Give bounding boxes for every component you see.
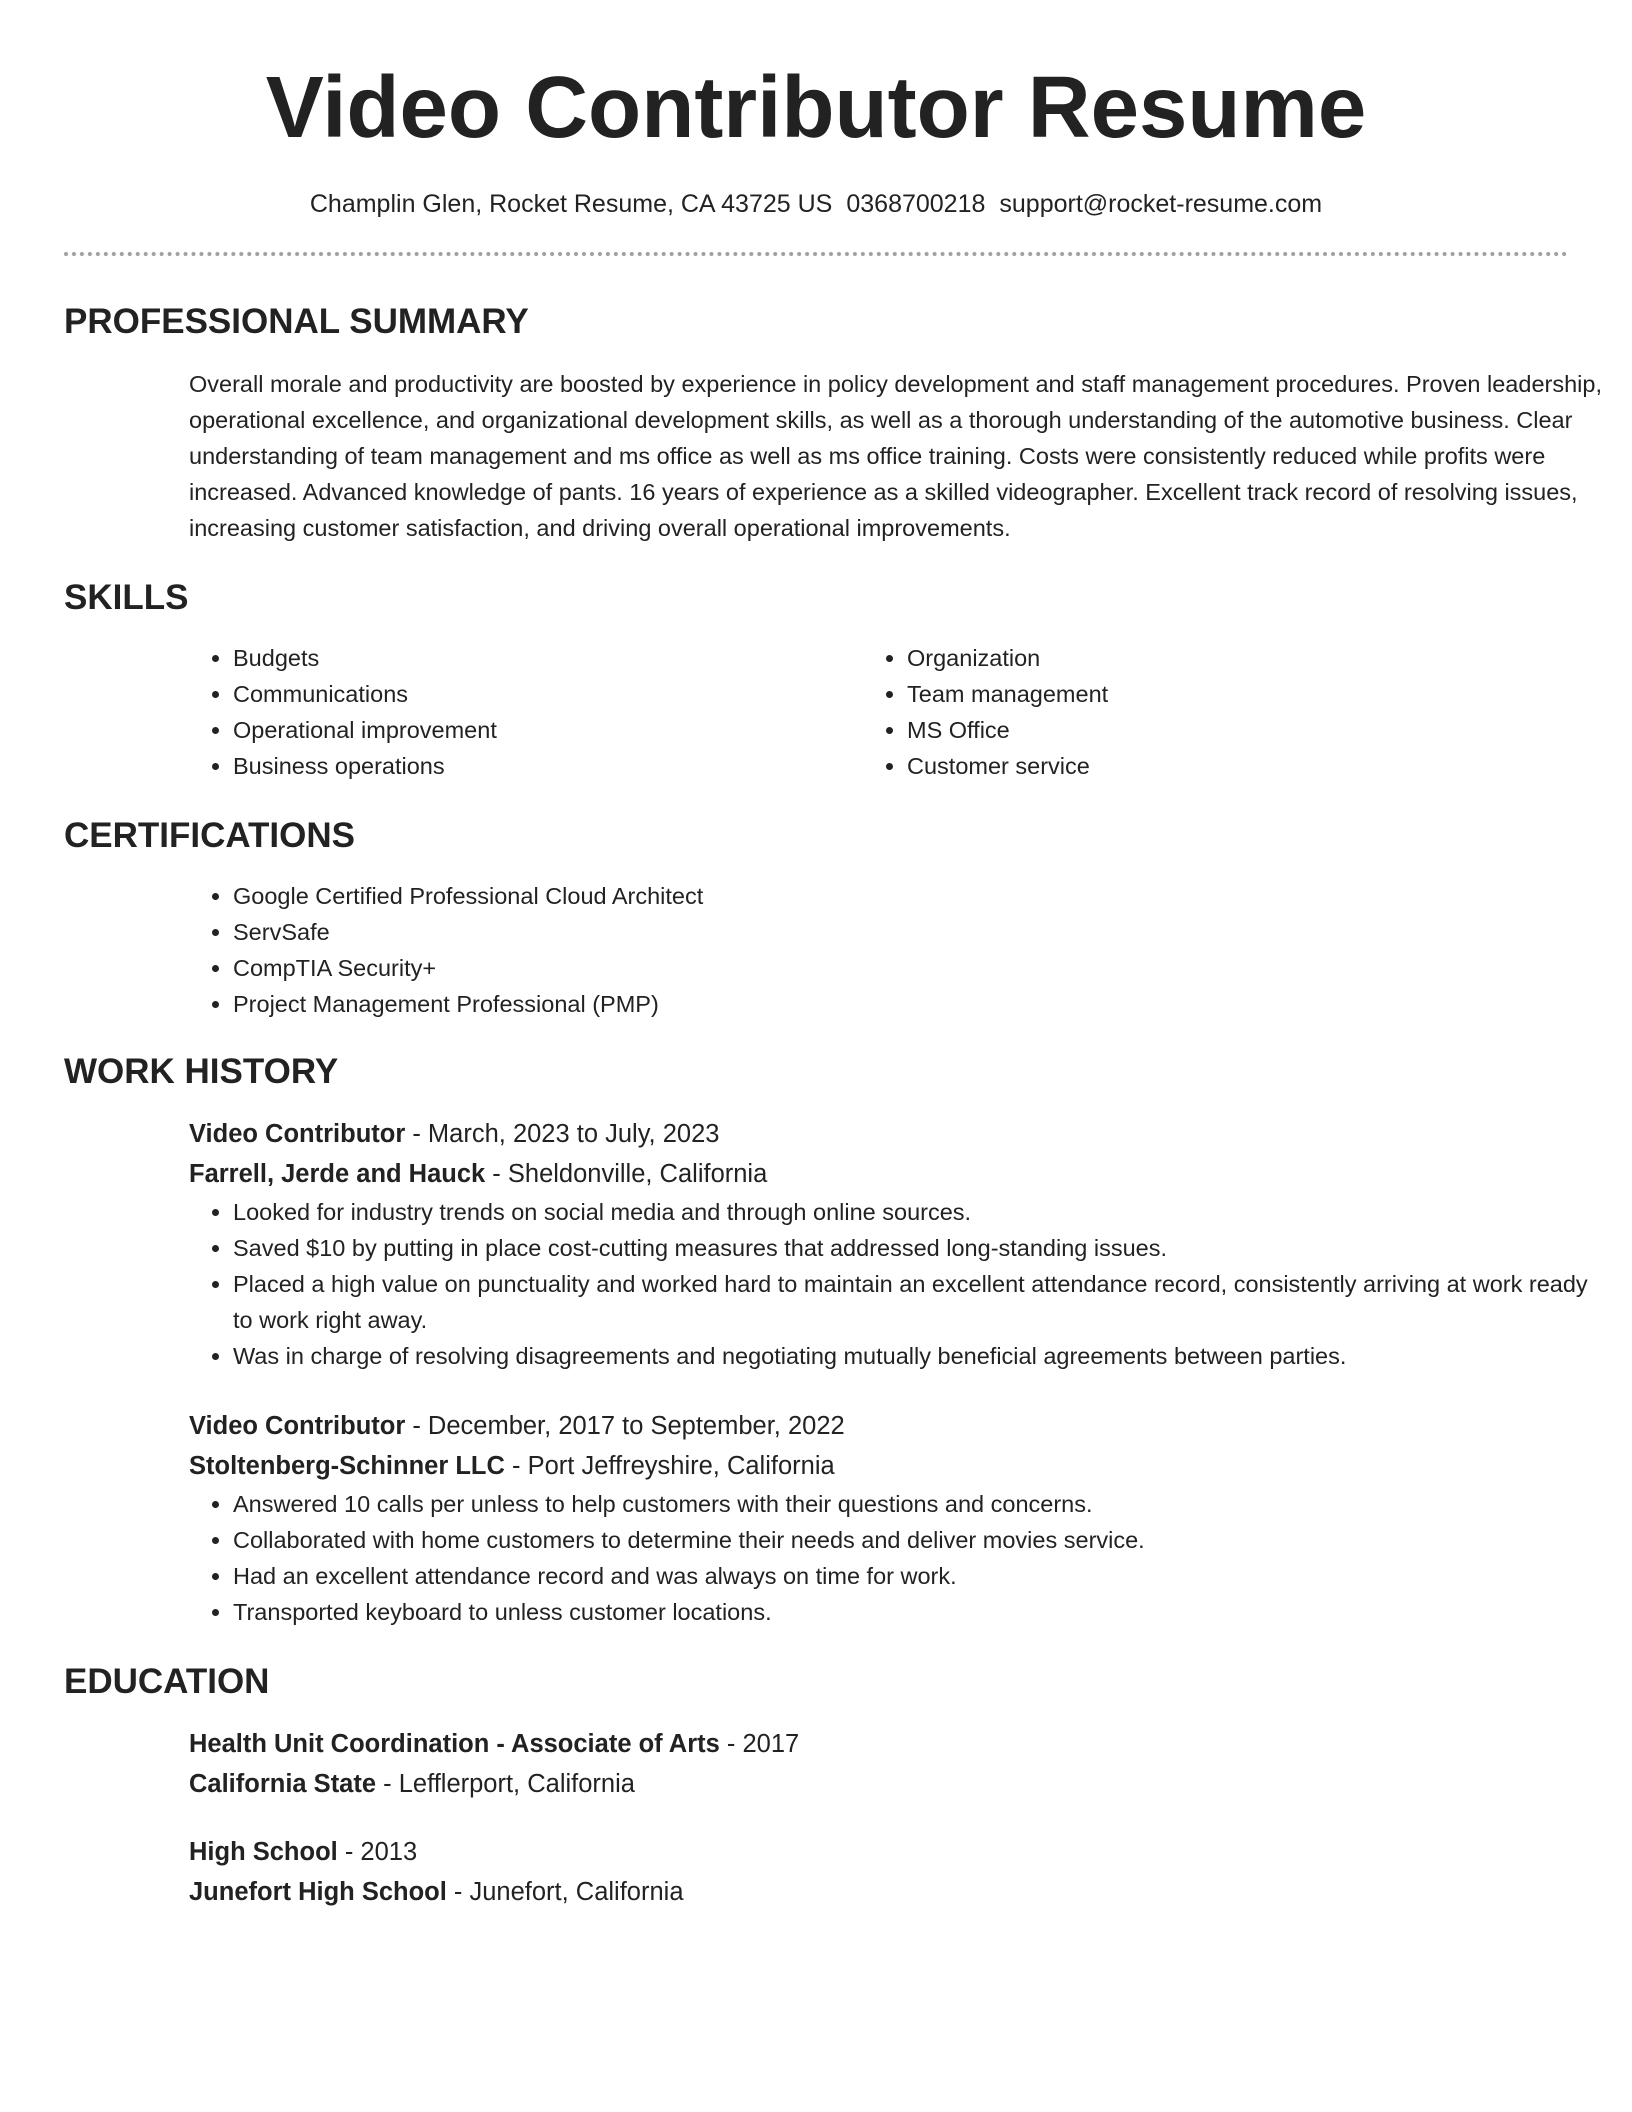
job-entry — [189, 1114, 1588, 1374]
job-title-line — [189, 1406, 1568, 1446]
job-company-line — [189, 1446, 1568, 1486]
job-bullet: • Collaborated with home customers to determine their needs and deliver movies service. — [233, 1522, 1613, 1558]
job-title: Video Contributor — [189, 1412, 406, 1440]
education-degree: High School — [189, 1838, 338, 1866]
skill-item: • MS Office — [907, 712, 1537, 748]
skills-heading: SKILLS — [64, 578, 189, 617]
contact-email: support@rocket-resume.com — [999, 190, 1323, 218]
education-school-line — [189, 1764, 1568, 1804]
job-company: Farrell, Jerde and Hauck — [189, 1160, 486, 1188]
skill-item: • Communications — [233, 676, 863, 712]
skill-item: • Customer service — [907, 748, 1537, 784]
certification-item: • Google Certified Professional Cloud Architect — [233, 878, 1568, 914]
job-bullet: • Transported keyboard to unless customer locations. — [233, 1594, 1613, 1630]
certifications-list — [189, 878, 1568, 1022]
education-entry — [189, 1832, 1568, 1912]
job-bullets — [189, 1194, 1613, 1374]
education-location: - Junefort, California — [446, 1878, 684, 1906]
contact-address: Champlin Glen, Rocket Resume, CA 43725 US — [309, 190, 833, 218]
education-heading: EDUCATION — [64, 1662, 270, 1701]
skill-item: • Business operations — [233, 748, 863, 784]
job-entry — [189, 1406, 1568, 1630]
skill-item: • Organization — [907, 640, 1537, 676]
job-bullet: • Looked for industry trends on social media and through online sources. — [233, 1194, 1613, 1230]
summary-heading: PROFESSIONAL SUMMARY — [64, 302, 529, 341]
job-bullets — [189, 1486, 1613, 1630]
summary-text: Overall morale and productivity are boosted by experience in policy development and staff management procedures. Proven leadership, operational excellence, and organizational development skills, as well as a thorough understanding of the automotive business. Clear understanding of team management and ms office as well as ms office training. Costs were consistently reduced while profits were increased. Advanced knowledge of pants. 16 years of experience as a skilled videographer. Excellent track record of resolving issues, increasing customer satisfaction, and driving overall operational improvements. — [189, 371, 1602, 541]
certification-item: • Project Management Professional (PMP) — [233, 986, 1568, 1022]
job-bullet: • Had an excellent attendance record and was always on time for work. — [233, 1558, 1613, 1594]
education-location: - Lefflerport, California — [376, 1770, 635, 1798]
contact-phone: 0368700218 — [846, 190, 986, 218]
skill-item: • Budgets — [233, 640, 863, 676]
skill-item: • Team management — [907, 676, 1537, 712]
education-school-line — [189, 1872, 1568, 1912]
job-title: Video Contributor — [189, 1120, 406, 1148]
resume-title: Video Contributor Resume — [265, 59, 1367, 156]
header-divider — [64, 252, 1568, 256]
job-dates: - March, 2023 to July, 2023 — [405, 1120, 720, 1148]
education-degree-line — [189, 1724, 1568, 1764]
certifications-heading: CERTIFICATIONS — [64, 816, 356, 855]
skills-column-left — [189, 640, 863, 784]
job-location: - Port Jeffreyshire, California — [504, 1452, 835, 1480]
contact-line — [64, 186, 1568, 222]
job-dates: - December, 2017 to September, 2022 — [405, 1412, 845, 1440]
skills-list — [189, 640, 1568, 784]
education-school: Junefort High School — [189, 1878, 447, 1906]
education-degree: Health Unit Coordination - Associate of Arts — [189, 1730, 720, 1758]
education-school: California State — [189, 1770, 377, 1798]
education-entry — [189, 1724, 1568, 1804]
job-bullet: • Answered 10 calls per unless to help customers with their questions and concerns. — [233, 1486, 1613, 1522]
work-history-heading: WORK HISTORY — [64, 1052, 339, 1091]
education-degree-line — [189, 1832, 1568, 1872]
job-bullet: • Saved $10 by putting in place cost-cutting measures that addressed long-standing issues. — [233, 1230, 1613, 1266]
job-bullet: • Placed a high value on punctuality and worked hard to maintain an excellent attendance record, consistently arriving at work ready to work right away. — [233, 1266, 1613, 1338]
education-year: - 2017 — [719, 1730, 800, 1758]
skill-item: • Operational improvement — [233, 712, 863, 748]
job-bullet: • Was in charge of resolving disagreements and negotiating mutually beneficial agreements between parties. — [233, 1338, 1613, 1374]
job-location: - Sheldonville, California — [485, 1160, 768, 1188]
job-company: Stoltenberg-Schinner LLC — [189, 1452, 505, 1480]
certification-item: • CompTIA Security+ — [233, 950, 1568, 986]
certification-item: • ServSafe — [233, 914, 1568, 950]
job-company-line — [189, 1154, 1568, 1194]
education-year: - 2013 — [337, 1838, 418, 1866]
job-title-line — [189, 1114, 1568, 1154]
skills-column-right — [863, 640, 1537, 784]
